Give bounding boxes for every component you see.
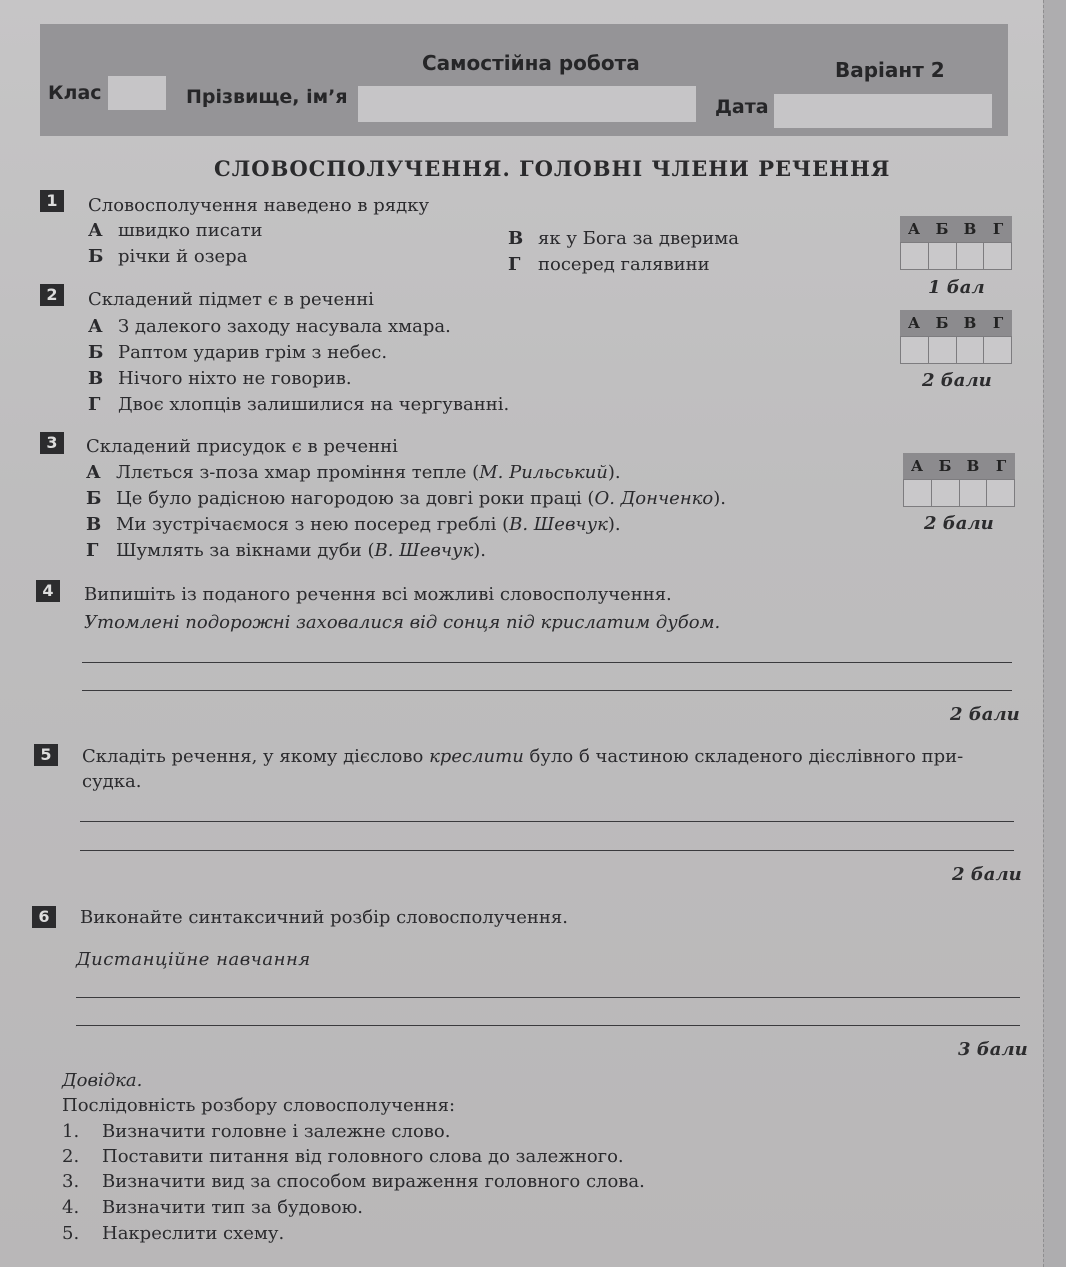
answer-cell[interactable] — [901, 337, 929, 363]
variant-label: Варіант 2 — [835, 58, 945, 82]
answer-line[interactable] — [82, 662, 1012, 663]
answer-line[interactable] — [80, 821, 1014, 822]
page-edge — [1043, 0, 1066, 1267]
answer-cell[interactable] — [987, 480, 1014, 506]
header-bar — [40, 24, 1008, 136]
answer-cell[interactable] — [957, 243, 985, 269]
reference-step: 5. Накреслити схему. — [62, 1223, 285, 1244]
answer-option: В як у Бога за дверима — [508, 228, 739, 249]
task-example-phrase: Дистанційне навчання — [76, 949, 311, 970]
task-number: 6 — [32, 906, 56, 928]
answer-grid[interactable]: А Б В Г — [903, 453, 1015, 509]
date-field[interactable] — [774, 94, 992, 128]
task-points: 1 бал — [928, 277, 985, 298]
answer-cell[interactable] — [957, 337, 985, 363]
answer-cell[interactable] — [929, 337, 957, 363]
task-points: 2 бали — [950, 704, 1020, 725]
answer-option: В Нічого ніхто не говорив. — [88, 368, 352, 389]
reference-title: Довідка. — [62, 1070, 143, 1091]
answer-option: Б Раптом ударив грім з небес. — [88, 342, 388, 363]
worksheet-title: Самостійна робота — [422, 51, 640, 75]
class-label: Клас — [48, 82, 102, 104]
task-question: Випишіть із поданого речення всі можливі словосполучення. — [84, 584, 672, 605]
answer-option: Б Це було радісною нагородою за довгі роки праці (О. Донченко). — [86, 488, 727, 509]
answer-option: А З далекого заходу насувала хмара. — [88, 316, 451, 337]
answer-option: А швидко писати — [88, 220, 263, 241]
answer-cell[interactable] — [932, 480, 960, 506]
task-question: Складіть речення, у якому дієслово креслити було б частиною складеного дієслівного при- — [82, 746, 964, 767]
answer-cell[interactable] — [901, 243, 929, 269]
answer-option: Б річки й озера — [88, 246, 248, 267]
task-number: 3 — [40, 432, 64, 454]
task-question: Складений підмет є в реченні — [88, 289, 374, 310]
answer-line[interactable] — [76, 997, 1020, 998]
answer-cell[interactable] — [929, 243, 957, 269]
reference-step: 3. Визначити вид за способом вираження головного слова. — [62, 1171, 645, 1192]
task-points: 2 бали — [924, 513, 994, 534]
answer-option: В Ми зустрічаємося з нею посеред греблі (В. Шевчук). — [86, 514, 621, 535]
answer-option: Г Шумлять за вікнами дуби (В. Шевчук). — [86, 540, 486, 561]
task-number: 5 — [34, 744, 58, 766]
answer-option: Г посеред галявини — [508, 254, 710, 275]
answer-cell[interactable] — [984, 337, 1011, 363]
answer-option: А Ллється з-поза хмар проміння тепле (М. Рильський). — [86, 462, 621, 483]
reference-step: 2. Поставити питання від головного слова до залежного. — [62, 1146, 624, 1167]
answer-line[interactable] — [76, 1025, 1020, 1026]
name-label: Прізвище, ім’я — [186, 86, 348, 108]
task-number: 1 — [40, 190, 64, 212]
reference-step: 1. Визначити головне і залежне слово. — [62, 1121, 451, 1142]
reference-subtitle: Послідовність розбору словосполучення: — [62, 1095, 456, 1116]
date-label: Дата — [715, 96, 769, 118]
answer-option: Г Двоє хлопців залишилися на чергуванні. — [88, 394, 510, 415]
task-question: Складений присудок є в реченні — [86, 436, 398, 457]
task-number: 4 — [36, 580, 60, 602]
task-number: 2 — [40, 284, 64, 306]
task-points: 2 бали — [952, 864, 1022, 885]
answer-cell[interactable] — [904, 480, 932, 506]
section-title: СЛОВОСПОЛУЧЕННЯ. ГОЛОВНІ ЧЛЕНИ РЕЧЕННЯ — [214, 156, 891, 181]
task-question: Виконайте синтаксичний розбір словосполучення. — [80, 907, 568, 928]
name-field[interactable] — [358, 86, 696, 122]
answer-grid[interactable]: А Б В Г — [900, 310, 1012, 366]
answer-cell[interactable] — [960, 480, 988, 506]
task-points: 2 бали — [922, 370, 992, 391]
task-points: 3 бали — [958, 1039, 1028, 1060]
class-field[interactable] — [108, 76, 166, 110]
answer-cell[interactable] — [984, 243, 1011, 269]
task-example-sentence: Утомлені подорожні заховалися від сонця під крислатим дубом. — [84, 612, 721, 633]
task-question-continued: судка. — [82, 771, 142, 792]
answer-line[interactable] — [80, 850, 1014, 851]
answer-grid[interactable]: А Б В Г — [900, 216, 1012, 272]
reference-step: 4. Визначити тип за будовою. — [62, 1197, 363, 1218]
task-question: Словосполучення наведено в рядку — [88, 195, 430, 216]
answer-line[interactable] — [82, 690, 1012, 691]
